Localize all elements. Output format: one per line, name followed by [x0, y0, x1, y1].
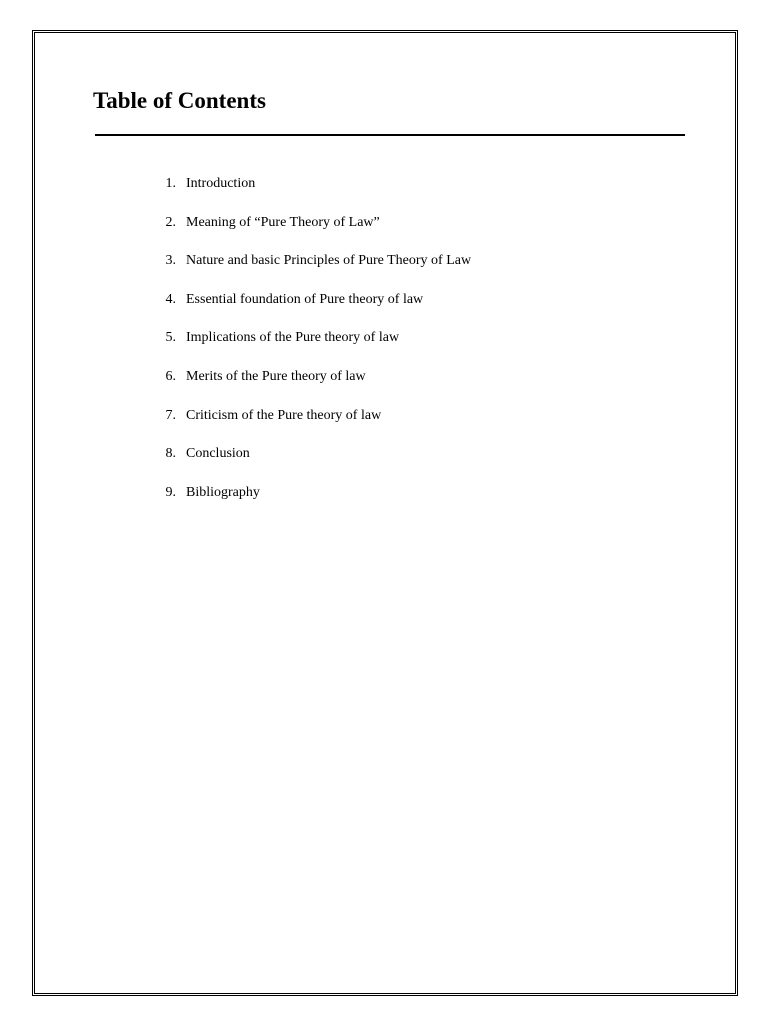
toc-item-label: Criticism of the Pure theory of law [186, 407, 382, 423]
toc-item-number: 5. [165, 330, 176, 346]
toc-item-label: Meaning of “Pure Theory of Law” [186, 214, 380, 230]
toc-item-number: 6. [165, 368, 176, 384]
toc-item-label: Introduction [186, 176, 256, 191]
page-border [32, 30, 738, 996]
toc-item-label: Conclusion [186, 446, 250, 462]
toc-item-label: Essential foundation of Pure theory of law [186, 291, 424, 307]
toc-item-number: 8. [165, 446, 176, 462]
toc-item-number: 4. [165, 291, 176, 307]
toc-item-number: 3. [165, 253, 176, 269]
toc-item-label: Implications of the Pure theory of law [186, 330, 400, 346]
title-divider [95, 134, 685, 136]
toc-item-label: Merits of the Pure theory of law [186, 368, 366, 384]
toc-item-label: Bibliography [186, 484, 260, 500]
toc-item-label: Nature and basic Principles of Pure Theory of Law [186, 253, 472, 269]
page-title: Table of Contents [93, 88, 266, 113]
toc-item-number: 9. [165, 484, 176, 500]
toc-item-number: 1. [165, 176, 176, 191]
toc-item-number: 2. [165, 214, 176, 230]
toc-item-number: 7. [165, 407, 176, 423]
